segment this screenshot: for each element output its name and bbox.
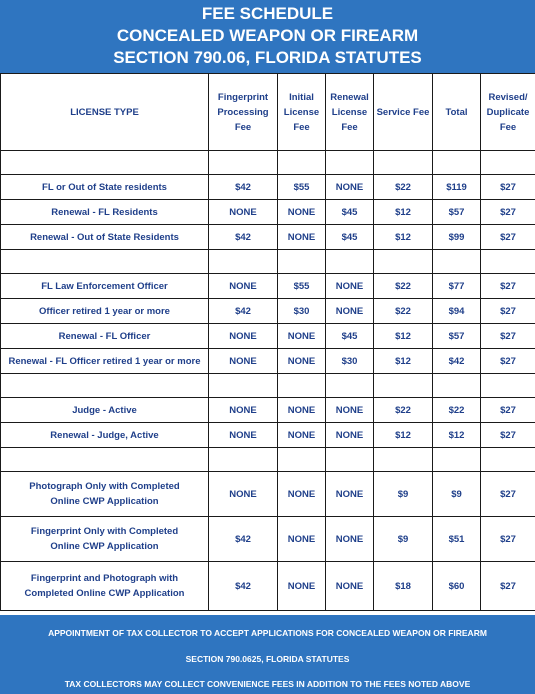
fee-cell: $27: [481, 299, 535, 324]
fee-cell: NONE: [278, 225, 326, 250]
column-header-text: Duplicate: [486, 106, 530, 118]
fee-cell: $42: [209, 299, 278, 324]
empty-cell: [481, 448, 535, 472]
empty-cell: [1, 151, 209, 175]
license-type-cell: [1, 225, 209, 250]
column-header-text: Fingerprint: [217, 91, 269, 103]
fee-cell: $42: [209, 225, 278, 250]
title-line-2: CONCEALED WEAPON OR FIREARM: [116, 26, 419, 45]
license-type-cell: [1, 423, 209, 448]
spacer-row: [1, 250, 535, 274]
table-row: [1, 398, 535, 423]
fee-cell: $22: [374, 274, 433, 299]
fee-cell: $12: [374, 200, 433, 225]
column-header-text: Fee: [499, 121, 517, 133]
license-type-label: FL or Out of State residents: [42, 181, 167, 193]
fee-cell: $94: [433, 299, 481, 324]
fee-cell: NONE: [209, 274, 278, 299]
empty-cell: [278, 374, 326, 398]
empty-cell: [209, 151, 278, 175]
empty-cell: [433, 374, 481, 398]
column-header-text: Renewal: [330, 91, 369, 103]
column-header: [374, 74, 433, 151]
license-type-label: Online CWP Application: [50, 541, 159, 552]
fee-cell: NONE: [278, 562, 326, 611]
fee-cell: NONE: [209, 324, 278, 349]
license-type-cell: [1, 274, 209, 299]
fee-cell: $55: [278, 274, 326, 299]
spacer-row: [1, 151, 535, 175]
empty-cell: [374, 374, 433, 398]
license-type-label: FL Law Enforcement Officer: [41, 280, 168, 292]
fee-cell: $9: [433, 472, 481, 517]
fee-cell: NONE: [278, 398, 326, 423]
fee-cell: $42: [209, 562, 278, 611]
empty-cell: [209, 250, 278, 274]
fee-cell: NONE: [278, 200, 326, 225]
fee-cell: NONE: [209, 423, 278, 448]
fee-cell: $30: [326, 349, 374, 374]
table-row: [1, 472, 535, 517]
table-row: [1, 175, 535, 200]
fee-cell: $77: [433, 274, 481, 299]
table-row: [1, 562, 535, 611]
empty-cell: [209, 448, 278, 472]
spacer-row: [1, 374, 535, 398]
fee-cell: $27: [481, 472, 535, 517]
empty-cell: [374, 250, 433, 274]
column-header-text: Initial: [289, 91, 314, 103]
fee-cell: $22: [374, 299, 433, 324]
empty-cell: [481, 374, 535, 398]
fee-cell: $42: [433, 349, 481, 374]
fee-cell: $99: [433, 225, 481, 250]
footer-line-1: APPOINTMENT OF TAX COLLECTOR TO ACCEPT APPLICATIONS FOR CONCEALED WEAPON OR FIREARM: [48, 628, 487, 638]
table-row: [1, 274, 535, 299]
license-type-label: Completed Online CWP Application: [24, 588, 185, 599]
column-header: [278, 74, 326, 151]
footer: [0, 615, 535, 694]
fee-cell: $27: [481, 423, 535, 448]
empty-cell: [374, 448, 433, 472]
fee-cell: $27: [481, 274, 535, 299]
table-body: [1, 151, 535, 611]
license-type-label: Renewal - Judge, Active: [50, 429, 159, 441]
fee-cell: $27: [481, 562, 535, 611]
fee-cell: NONE: [326, 423, 374, 448]
fee-cell: NONE: [209, 398, 278, 423]
fee-cell: $12: [374, 324, 433, 349]
fee-cell: $27: [481, 200, 535, 225]
fee-cell: NONE: [326, 299, 374, 324]
empty-cell: [1, 448, 209, 472]
fee-cell: NONE: [209, 472, 278, 517]
fee-cell: $27: [481, 517, 535, 562]
column-header-text: Fee: [341, 121, 358, 133]
column-header: [326, 74, 374, 151]
footer-line-3: TAX COLLECTORS MAY COLLECT CONVENIENCE FEES IN ADDITION TO THE FEES NOTED ABOVE: [64, 679, 471, 689]
empty-cell: [1, 250, 209, 274]
table-row: [1, 423, 535, 448]
empty-cell: [481, 250, 535, 274]
title-line-3: SECTION 790.06, FLORIDA STATUTES: [113, 48, 422, 67]
page-title: [0, 0, 535, 73]
fee-cell: $12: [374, 349, 433, 374]
empty-cell: [481, 151, 535, 175]
column-header: [481, 74, 535, 151]
license-type-label: Renewal - FL Residents: [51, 206, 158, 218]
fee-cell: $60: [433, 562, 481, 611]
fee-cell: $12: [433, 423, 481, 448]
fee-cell: $27: [481, 225, 535, 250]
fee-cell: $45: [326, 200, 374, 225]
fee-cell: $22: [374, 175, 433, 200]
fee-cell: $9: [374, 517, 433, 562]
license-type-label: Fingerprint and Photograph with: [30, 573, 179, 584]
license-type-cell: [1, 175, 209, 200]
license-type-cell: [1, 200, 209, 225]
fee-cell: $30: [278, 299, 326, 324]
fee-cell: $57: [433, 324, 481, 349]
table-row: [1, 225, 535, 250]
column-header: [433, 74, 481, 151]
fee-cell: NONE: [278, 349, 326, 374]
fee-cell: NONE: [278, 423, 326, 448]
license-type-cell: [1, 324, 209, 349]
license-type-cell: [1, 472, 209, 517]
table-row: [1, 299, 535, 324]
fee-cell: NONE: [326, 517, 374, 562]
column-header-text: Fee: [293, 121, 310, 133]
license-type-label: Renewal - FL Officer retired 1 year or more: [8, 355, 201, 367]
license-type-cell: [1, 299, 209, 324]
fee-cell: $51: [433, 517, 481, 562]
fee-cell: NONE: [278, 517, 326, 562]
column-header-text: Fee: [234, 121, 252, 133]
fee-cell: NONE: [209, 349, 278, 374]
fee-cell: $12: [374, 423, 433, 448]
fee-cell: $27: [481, 349, 535, 374]
license-type-label: Judge - Active: [72, 404, 137, 416]
fee-cell: $22: [433, 398, 481, 423]
fee-cell: $9: [374, 472, 433, 517]
empty-cell: [326, 250, 374, 274]
fee-cell: NONE: [278, 324, 326, 349]
empty-cell: [326, 448, 374, 472]
column-header-text: Revised/: [488, 91, 528, 103]
fee-cell: NONE: [326, 562, 374, 611]
fee-cell: NONE: [209, 200, 278, 225]
license-type-cell: [1, 398, 209, 423]
fee-cell: $12: [374, 225, 433, 250]
license-type-label: Online CWP Application: [50, 496, 159, 507]
table-row: [1, 517, 535, 562]
column-header-text: LICENSE TYPE: [70, 106, 139, 118]
empty-cell: [433, 151, 481, 175]
license-type-label: Photograph Only with Completed: [29, 481, 180, 492]
spacer-row: [1, 448, 535, 472]
fee-cell: $27: [481, 398, 535, 423]
fee-cell: $45: [326, 225, 374, 250]
fee-cell: $55: [278, 175, 326, 200]
empty-cell: [1, 374, 209, 398]
column-header-text: Processing: [217, 106, 269, 118]
fee-cell: NONE: [326, 398, 374, 423]
empty-cell: [278, 250, 326, 274]
column-header-text: Total: [445, 106, 468, 118]
column-header-text: License: [331, 106, 368, 118]
empty-cell: [433, 250, 481, 274]
table-row: [1, 324, 535, 349]
fee-cell: $45: [326, 324, 374, 349]
empty-cell: [433, 448, 481, 472]
license-type-label: Fingerprint Only with Completed: [30, 526, 179, 537]
table-row: [1, 349, 535, 374]
title-line-1: FEE SCHEDULE: [201, 4, 334, 23]
empty-cell: [278, 448, 326, 472]
fee-table: [0, 73, 535, 611]
fee-cell: $42: [209, 175, 278, 200]
table-row: [1, 200, 535, 225]
license-type-label: Renewal - FL Officer: [58, 330, 151, 342]
fee-cell: NONE: [326, 472, 374, 517]
column-header-text: License: [283, 106, 320, 118]
empty-cell: [209, 374, 278, 398]
empty-cell: [278, 151, 326, 175]
fee-cell: $42: [209, 517, 278, 562]
column-header-text: Service Fee: [376, 106, 430, 118]
empty-cell: [326, 151, 374, 175]
fee-cell: NONE: [326, 274, 374, 299]
footer-line-2: SECTION 790.0625, FLORIDA STATUTES: [185, 654, 350, 664]
license-type-cell: [1, 517, 209, 562]
license-type-label: Renewal - Out of State Residents: [30, 231, 179, 243]
column-header: [209, 74, 278, 151]
empty-cell: [374, 151, 433, 175]
fee-cell: $18: [374, 562, 433, 611]
column-header: [1, 74, 209, 151]
empty-cell: [326, 374, 374, 398]
fee-cell: $57: [433, 200, 481, 225]
fee-cell: $27: [481, 324, 535, 349]
fee-cell: $27: [481, 175, 535, 200]
table-header-row: [1, 74, 535, 151]
license-type-cell: [1, 562, 209, 611]
fee-cell: $119: [433, 175, 481, 200]
fee-cell: NONE: [278, 472, 326, 517]
license-type-cell: [1, 349, 209, 374]
fee-cell: NONE: [326, 175, 374, 200]
fee-cell: $22: [374, 398, 433, 423]
license-type-label: Officer retired 1 year or more: [39, 305, 170, 317]
